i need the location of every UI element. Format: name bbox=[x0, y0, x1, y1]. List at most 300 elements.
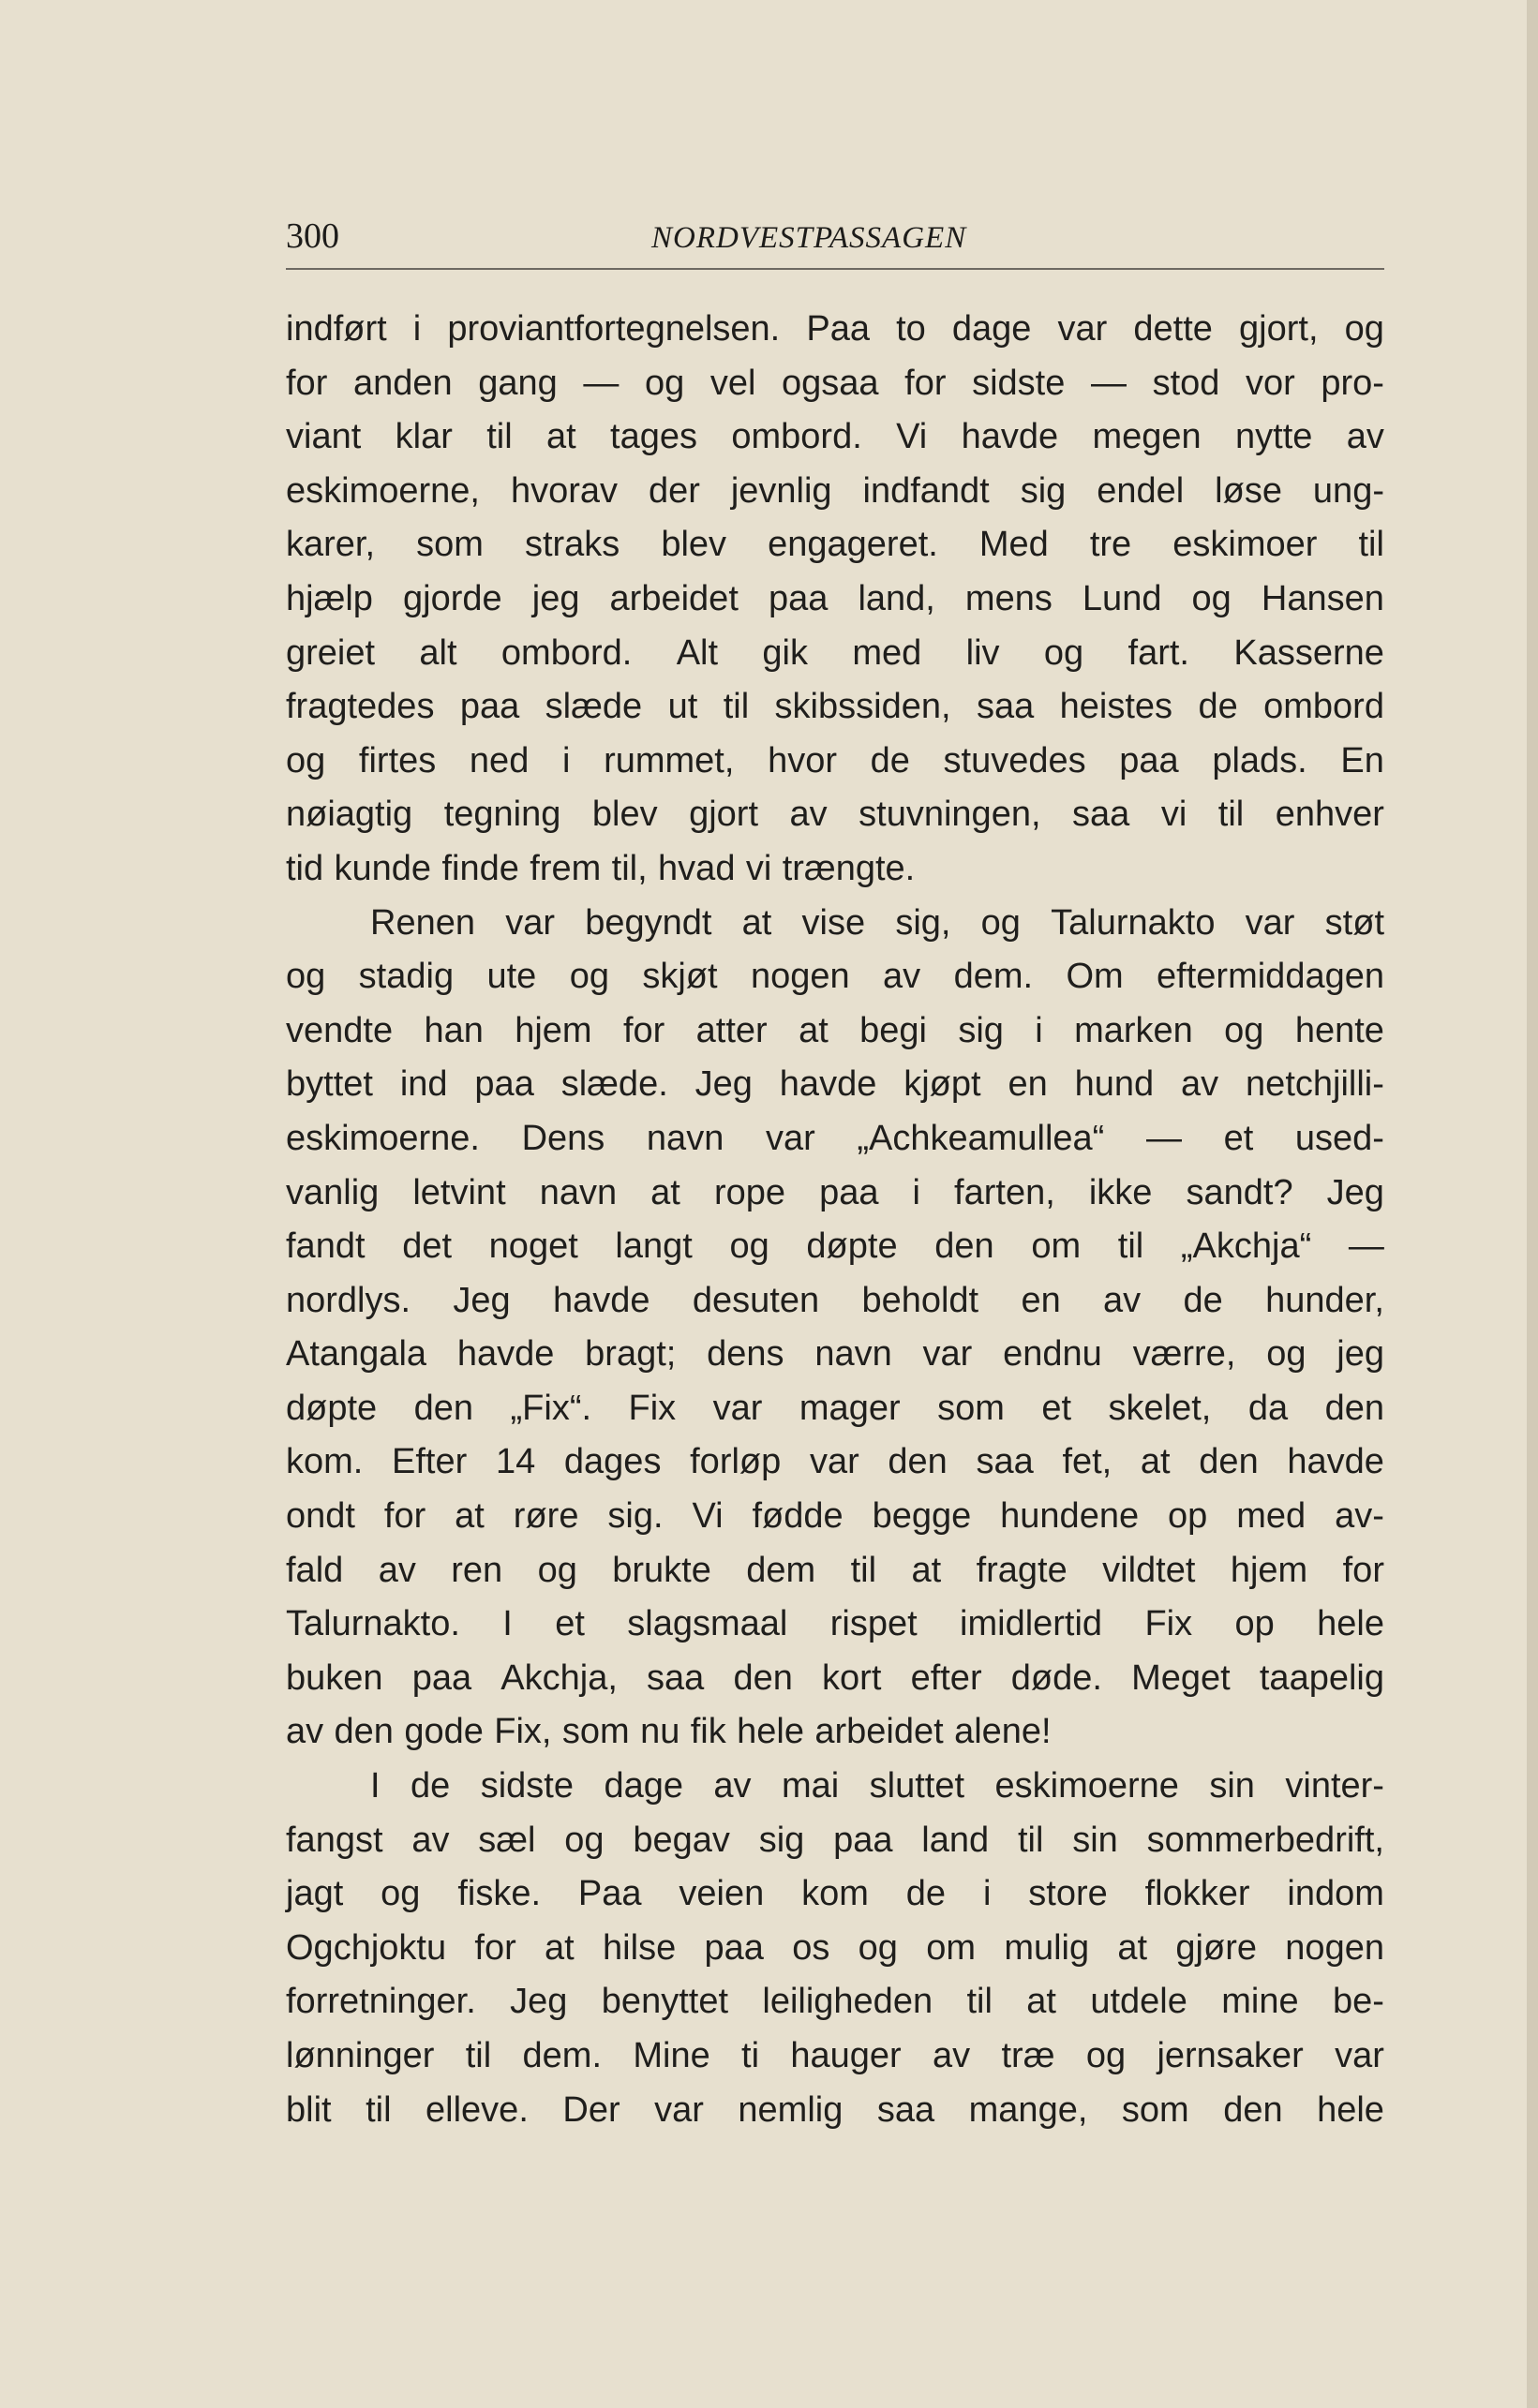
word: navn bbox=[646, 1118, 724, 1158]
word: indfandt bbox=[862, 470, 990, 511]
word: begi bbox=[859, 1010, 927, 1050]
word: som bbox=[561, 1712, 630, 1752]
word: at bbox=[545, 1927, 575, 1968]
word: av bbox=[789, 795, 828, 835]
word: eskimoerne bbox=[994, 1766, 1179, 1806]
word: gjort bbox=[689, 795, 759, 835]
word: skibssiden, bbox=[774, 687, 951, 727]
word: Akchja, bbox=[500, 1657, 618, 1698]
word: En bbox=[1340, 740, 1384, 780]
word: at bbox=[741, 902, 772, 943]
word: engageret. bbox=[768, 525, 938, 565]
text-line bbox=[286, 2029, 1384, 2084]
word: sig, bbox=[895, 902, 951, 943]
word: paa bbox=[474, 1064, 534, 1105]
word: kunde bbox=[334, 848, 432, 888]
word: lønninger bbox=[286, 2036, 435, 2075]
word: ren bbox=[451, 1550, 503, 1590]
word: trængte. bbox=[782, 848, 916, 888]
word: op bbox=[1234, 1604, 1275, 1644]
word: til bbox=[486, 417, 513, 457]
word: sommerbedrift, bbox=[1146, 1820, 1384, 1860]
word: dage bbox=[951, 309, 1032, 349]
word: Med bbox=[978, 525, 1049, 565]
word: var bbox=[809, 1442, 859, 1482]
word: dette bbox=[1133, 309, 1213, 349]
word: to bbox=[896, 309, 926, 349]
word: hauger bbox=[790, 2036, 902, 2075]
word: Talurnakto bbox=[1051, 902, 1216, 943]
word: ti bbox=[741, 2036, 760, 2075]
word: sandt? bbox=[1186, 1172, 1293, 1212]
word: stadig bbox=[358, 957, 455, 997]
word: for bbox=[622, 1010, 665, 1050]
word: Paa bbox=[806, 309, 870, 349]
word: paa bbox=[704, 1927, 764, 1968]
word: værre, bbox=[1132, 1334, 1236, 1375]
word: fart. bbox=[1127, 632, 1189, 673]
word: fangst bbox=[286, 1820, 383, 1860]
word: Jeg bbox=[453, 1280, 511, 1320]
word: farten, bbox=[954, 1172, 1055, 1212]
word: endnu bbox=[1003, 1334, 1102, 1375]
word: for bbox=[1342, 1550, 1384, 1590]
word: og bbox=[1266, 1334, 1307, 1375]
word: Fix bbox=[628, 1388, 677, 1428]
word: kort bbox=[822, 1657, 882, 1698]
word: sig bbox=[1020, 470, 1067, 511]
running-title: NORDVESTPASSAGEN bbox=[651, 221, 967, 255]
word: liv bbox=[965, 632, 1000, 673]
word: blit bbox=[286, 2089, 332, 2130]
word: nordlys. bbox=[286, 1280, 411, 1320]
word: dem. bbox=[522, 2036, 603, 2075]
word: forløp bbox=[690, 1442, 782, 1482]
word: sig bbox=[958, 1010, 1004, 1050]
word: vor bbox=[1245, 363, 1295, 403]
word: Jeg bbox=[1326, 1172, 1384, 1212]
word: sin bbox=[1209, 1766, 1255, 1806]
text-line bbox=[286, 1705, 1384, 1760]
word: — bbox=[1145, 1118, 1182, 1158]
word: hvorav bbox=[510, 470, 618, 511]
word: for bbox=[383, 1496, 426, 1537]
word: land bbox=[921, 1820, 990, 1860]
text-line bbox=[286, 1328, 1384, 1382]
word: hjem bbox=[1230, 1550, 1308, 1590]
word: — bbox=[1090, 363, 1127, 403]
word: jagt bbox=[286, 1874, 344, 1914]
word: til bbox=[1117, 1226, 1144, 1267]
word: et bbox=[1223, 1118, 1254, 1158]
word: den bbox=[334, 1712, 394, 1752]
word: var bbox=[505, 902, 555, 943]
word: efter bbox=[910, 1657, 982, 1698]
word: og bbox=[569, 957, 609, 997]
word: Vi bbox=[896, 417, 928, 457]
page-number: 300 bbox=[286, 216, 339, 256]
word: arbeidet bbox=[814, 1712, 944, 1752]
word: hele bbox=[737, 1712, 804, 1752]
word: jeg bbox=[1336, 1334, 1384, 1375]
word: paa bbox=[833, 1820, 893, 1860]
word: Dens bbox=[521, 1118, 605, 1158]
word: finde bbox=[441, 848, 519, 888]
word: mai bbox=[782, 1766, 840, 1806]
word: døpte bbox=[286, 1388, 378, 1428]
word: av bbox=[1181, 1064, 1219, 1105]
word: hele bbox=[1317, 2089, 1384, 2130]
text-line bbox=[286, 1544, 1384, 1598]
word: paa bbox=[819, 1172, 879, 1212]
word: ogsaa bbox=[782, 363, 879, 403]
word: be- bbox=[1332, 1982, 1384, 2022]
text-line bbox=[286, 735, 1384, 789]
word: saa bbox=[647, 1657, 705, 1698]
word: indført bbox=[286, 309, 387, 349]
word: flokker bbox=[1144, 1874, 1250, 1914]
word: veien bbox=[679, 1874, 765, 1914]
word: imidlertid bbox=[960, 1604, 1103, 1644]
text-line bbox=[286, 950, 1384, 1004]
word: i bbox=[1035, 1010, 1043, 1050]
word: — bbox=[583, 363, 620, 403]
text-line bbox=[286, 1922, 1384, 1976]
word: at bbox=[911, 1550, 942, 1590]
word: saa bbox=[876, 2089, 935, 2130]
word: marken bbox=[1074, 1010, 1193, 1050]
word: „Achkeamullea“ bbox=[857, 1118, 1105, 1158]
word: havde bbox=[456, 1334, 555, 1375]
word: sin bbox=[1072, 1820, 1118, 1860]
word: eftermiddagen bbox=[1157, 957, 1384, 997]
word: megen bbox=[1092, 417, 1202, 457]
word: at bbox=[1117, 1927, 1148, 1968]
word: nu bbox=[640, 1712, 680, 1752]
word: ikke bbox=[1088, 1172, 1153, 1212]
word: og bbox=[381, 1874, 421, 1914]
text-line bbox=[286, 1975, 1384, 2029]
word: var bbox=[1245, 902, 1295, 943]
body-text bbox=[286, 303, 1384, 2137]
text-line bbox=[286, 1435, 1384, 1490]
word: atter bbox=[695, 1010, 768, 1050]
text-line bbox=[286, 572, 1384, 627]
word: av bbox=[286, 1712, 324, 1752]
word: de bbox=[411, 1766, 451, 1806]
word: havde bbox=[1287, 1442, 1384, 1482]
text-line bbox=[286, 627, 1384, 681]
word: støt bbox=[1324, 902, 1384, 943]
word: at bbox=[546, 417, 576, 457]
word: sig. bbox=[607, 1496, 664, 1537]
word: hjem bbox=[515, 1010, 592, 1050]
word: alt bbox=[419, 632, 457, 673]
word: netchjilli- bbox=[1246, 1064, 1384, 1105]
word: hund bbox=[1074, 1064, 1155, 1105]
word: hilse bbox=[603, 1927, 677, 1968]
word: det bbox=[402, 1226, 453, 1267]
word: gjøre bbox=[1175, 1927, 1257, 1968]
word: endel bbox=[1097, 470, 1185, 511]
word: slæde bbox=[545, 687, 643, 727]
word: jernsaker bbox=[1157, 2036, 1304, 2075]
word: Mine bbox=[633, 2036, 710, 2075]
word: firtes bbox=[358, 740, 437, 780]
word: hvor bbox=[768, 740, 837, 780]
word: den bbox=[1223, 2089, 1283, 2130]
word: elleve. bbox=[426, 2089, 529, 2130]
text-line bbox=[286, 1220, 1384, 1274]
word: Efter bbox=[392, 1442, 468, 1482]
word: beholdt bbox=[861, 1280, 979, 1320]
word: gik bbox=[762, 632, 808, 673]
word: de bbox=[1198, 687, 1238, 727]
word: vi bbox=[1160, 795, 1187, 835]
word: Paa bbox=[577, 1874, 642, 1914]
word: havde bbox=[553, 1280, 650, 1320]
word: os bbox=[792, 1927, 830, 1968]
word: mens bbox=[964, 578, 1053, 618]
word: med bbox=[852, 632, 922, 673]
word: dens bbox=[707, 1334, 784, 1375]
word: Lund bbox=[1082, 578, 1162, 618]
word: av bbox=[1346, 417, 1384, 457]
word: til, bbox=[611, 848, 648, 888]
word: saa bbox=[976, 687, 1035, 727]
word: han bbox=[424, 1010, 484, 1050]
word: paa bbox=[1119, 740, 1179, 780]
word: vildtet bbox=[1102, 1550, 1196, 1590]
word: bragt; bbox=[585, 1334, 677, 1375]
word: dages bbox=[563, 1442, 662, 1482]
word: og bbox=[537, 1550, 577, 1590]
word: ned bbox=[469, 740, 530, 780]
word: byttet bbox=[286, 1064, 373, 1105]
text-line bbox=[286, 303, 1384, 357]
text-line bbox=[286, 788, 1384, 842]
word: de bbox=[905, 1874, 947, 1914]
word: i bbox=[412, 309, 422, 349]
word: ombord. bbox=[731, 417, 862, 457]
word: op bbox=[1168, 1496, 1208, 1537]
word: store bbox=[1028, 1874, 1108, 1914]
word: den bbox=[1324, 1388, 1384, 1428]
word: forretninger. bbox=[286, 1982, 476, 2022]
word: heistes bbox=[1059, 687, 1173, 727]
text-line bbox=[286, 518, 1384, 572]
word: Jeg bbox=[694, 1064, 753, 1105]
word: ute bbox=[486, 957, 537, 997]
word: av bbox=[378, 1550, 416, 1590]
word: eskimoer bbox=[1172, 525, 1318, 565]
word: langt bbox=[615, 1226, 693, 1267]
word: til bbox=[966, 1982, 993, 2022]
text-line bbox=[286, 1382, 1384, 1436]
text-line bbox=[286, 1760, 1384, 1814]
word: Fix bbox=[1144, 1604, 1193, 1644]
word: sidste bbox=[480, 1766, 574, 1806]
word: Alt bbox=[676, 632, 719, 673]
word: mager bbox=[799, 1388, 901, 1428]
word: kom. bbox=[286, 1442, 364, 1482]
word: paa bbox=[768, 578, 829, 618]
word: fet, bbox=[1062, 1442, 1112, 1482]
word: døde. bbox=[1010, 1657, 1102, 1698]
word: hjælp bbox=[286, 578, 373, 618]
word: av bbox=[883, 957, 921, 997]
word: i bbox=[982, 1874, 992, 1914]
word: pro- bbox=[1321, 363, 1384, 403]
word: for bbox=[904, 363, 947, 403]
text-line bbox=[286, 1598, 1384, 1652]
text-line bbox=[286, 897, 1384, 951]
word: ut bbox=[667, 687, 698, 727]
word: at bbox=[799, 1010, 829, 1050]
word: til bbox=[1017, 1820, 1044, 1860]
word: buken bbox=[286, 1657, 383, 1698]
word: Hansen bbox=[1261, 578, 1384, 618]
word: Om bbox=[1066, 957, 1124, 997]
word: eskimoerne. bbox=[286, 1118, 480, 1158]
word: skjøt bbox=[642, 957, 718, 997]
text-line bbox=[286, 410, 1384, 465]
word: „Akchja“ bbox=[1180, 1226, 1312, 1267]
word: Talurnakto. bbox=[286, 1604, 460, 1644]
word: plads. bbox=[1212, 740, 1307, 780]
word: var bbox=[1335, 2036, 1384, 2075]
word: havde bbox=[961, 417, 1059, 457]
text-line bbox=[286, 1652, 1384, 1706]
word: benyttet bbox=[601, 1982, 729, 2022]
word: ind bbox=[399, 1064, 448, 1105]
word: Kasserne bbox=[1233, 632, 1384, 673]
word: og bbox=[858, 1927, 898, 1968]
word: træ bbox=[1001, 2036, 1055, 2075]
word: der bbox=[648, 470, 700, 511]
word: vinter- bbox=[1285, 1766, 1384, 1806]
word: var bbox=[765, 1118, 815, 1158]
word: indom bbox=[1287, 1874, 1384, 1914]
word: vanlig bbox=[286, 1172, 380, 1212]
word: karer, bbox=[286, 525, 376, 565]
word: Der bbox=[562, 2089, 620, 2130]
word: vise bbox=[801, 902, 866, 943]
word: en bbox=[1021, 1280, 1061, 1320]
word: rispet bbox=[829, 1604, 918, 1644]
word: Jeg bbox=[510, 1982, 568, 2022]
word: om bbox=[926, 1927, 977, 1968]
word: paa bbox=[411, 1657, 472, 1698]
word: i bbox=[561, 740, 571, 780]
word: blev bbox=[591, 795, 658, 835]
word: alene! bbox=[954, 1712, 1052, 1752]
word: den bbox=[888, 1442, 948, 1482]
word: paa bbox=[459, 687, 520, 727]
word: til bbox=[366, 2089, 392, 2130]
word: at bbox=[1140, 1442, 1171, 1482]
word: for bbox=[286, 363, 328, 403]
word: stuvningen, bbox=[859, 795, 1041, 835]
word: fald bbox=[286, 1550, 344, 1590]
word: utdele bbox=[1090, 1982, 1187, 2022]
word: dem. bbox=[953, 957, 1034, 997]
word: nytte bbox=[1235, 417, 1313, 457]
word: kom bbox=[801, 1874, 869, 1914]
word: at bbox=[650, 1172, 680, 1212]
text-line bbox=[286, 1274, 1384, 1329]
word: stod bbox=[1152, 363, 1220, 403]
word: den bbox=[413, 1388, 474, 1428]
text-line bbox=[286, 1058, 1384, 1112]
word: tid bbox=[286, 848, 324, 888]
word: Renen bbox=[370, 902, 475, 943]
word: Fix, bbox=[494, 1712, 552, 1752]
word: og bbox=[286, 957, 326, 997]
word: vi bbox=[745, 848, 772, 888]
word: som bbox=[1121, 2089, 1189, 2130]
word: proviantfortegnelsen. bbox=[447, 309, 781, 349]
word: begav bbox=[633, 1820, 730, 1860]
word: — bbox=[1348, 1226, 1384, 1267]
word: var bbox=[922, 1334, 973, 1375]
word: land, bbox=[858, 578, 935, 618]
word: mange, bbox=[968, 2089, 1088, 2130]
page-header bbox=[286, 212, 1384, 270]
word: mulig bbox=[1004, 1927, 1090, 1968]
word: jevnlig bbox=[730, 470, 832, 511]
word: Vi bbox=[692, 1496, 724, 1537]
word: og bbox=[644, 363, 685, 403]
word: av bbox=[713, 1766, 752, 1806]
word: med bbox=[1236, 1496, 1307, 1537]
word: saa bbox=[1072, 795, 1130, 835]
word: leiligheden bbox=[762, 1982, 933, 2022]
word: fragtedes bbox=[286, 687, 435, 727]
word: gang bbox=[478, 363, 558, 403]
word: til bbox=[723, 687, 750, 727]
word: anden bbox=[352, 363, 453, 403]
word: for bbox=[474, 1927, 516, 1968]
word: og bbox=[1224, 1010, 1264, 1050]
word: blev bbox=[661, 525, 727, 565]
word: eskimoerne, bbox=[286, 470, 480, 511]
word: fødde bbox=[752, 1496, 844, 1537]
word: og bbox=[980, 902, 1021, 943]
word: av bbox=[933, 2036, 971, 2075]
word: til bbox=[1358, 525, 1384, 565]
word: hvad bbox=[658, 848, 736, 888]
word: I bbox=[370, 1766, 381, 1806]
word: at bbox=[1026, 1982, 1056, 2022]
word: og bbox=[1344, 309, 1384, 349]
word: Ogchjoktu bbox=[286, 1927, 447, 1968]
word: og bbox=[286, 740, 326, 780]
page-edge bbox=[1527, 0, 1538, 2408]
text-line bbox=[286, 1814, 1384, 1868]
word: frem bbox=[530, 848, 602, 888]
word: tre bbox=[1089, 525, 1132, 565]
word: ombord. bbox=[500, 632, 633, 673]
word: „Fix“. bbox=[510, 1388, 592, 1428]
word: var bbox=[1057, 309, 1108, 349]
word: rope bbox=[713, 1172, 785, 1212]
word: dage bbox=[604, 1766, 683, 1806]
word: gjort, bbox=[1239, 309, 1319, 349]
word: navn bbox=[814, 1334, 892, 1375]
word: et bbox=[1041, 1388, 1072, 1428]
word: fandt bbox=[286, 1226, 366, 1267]
